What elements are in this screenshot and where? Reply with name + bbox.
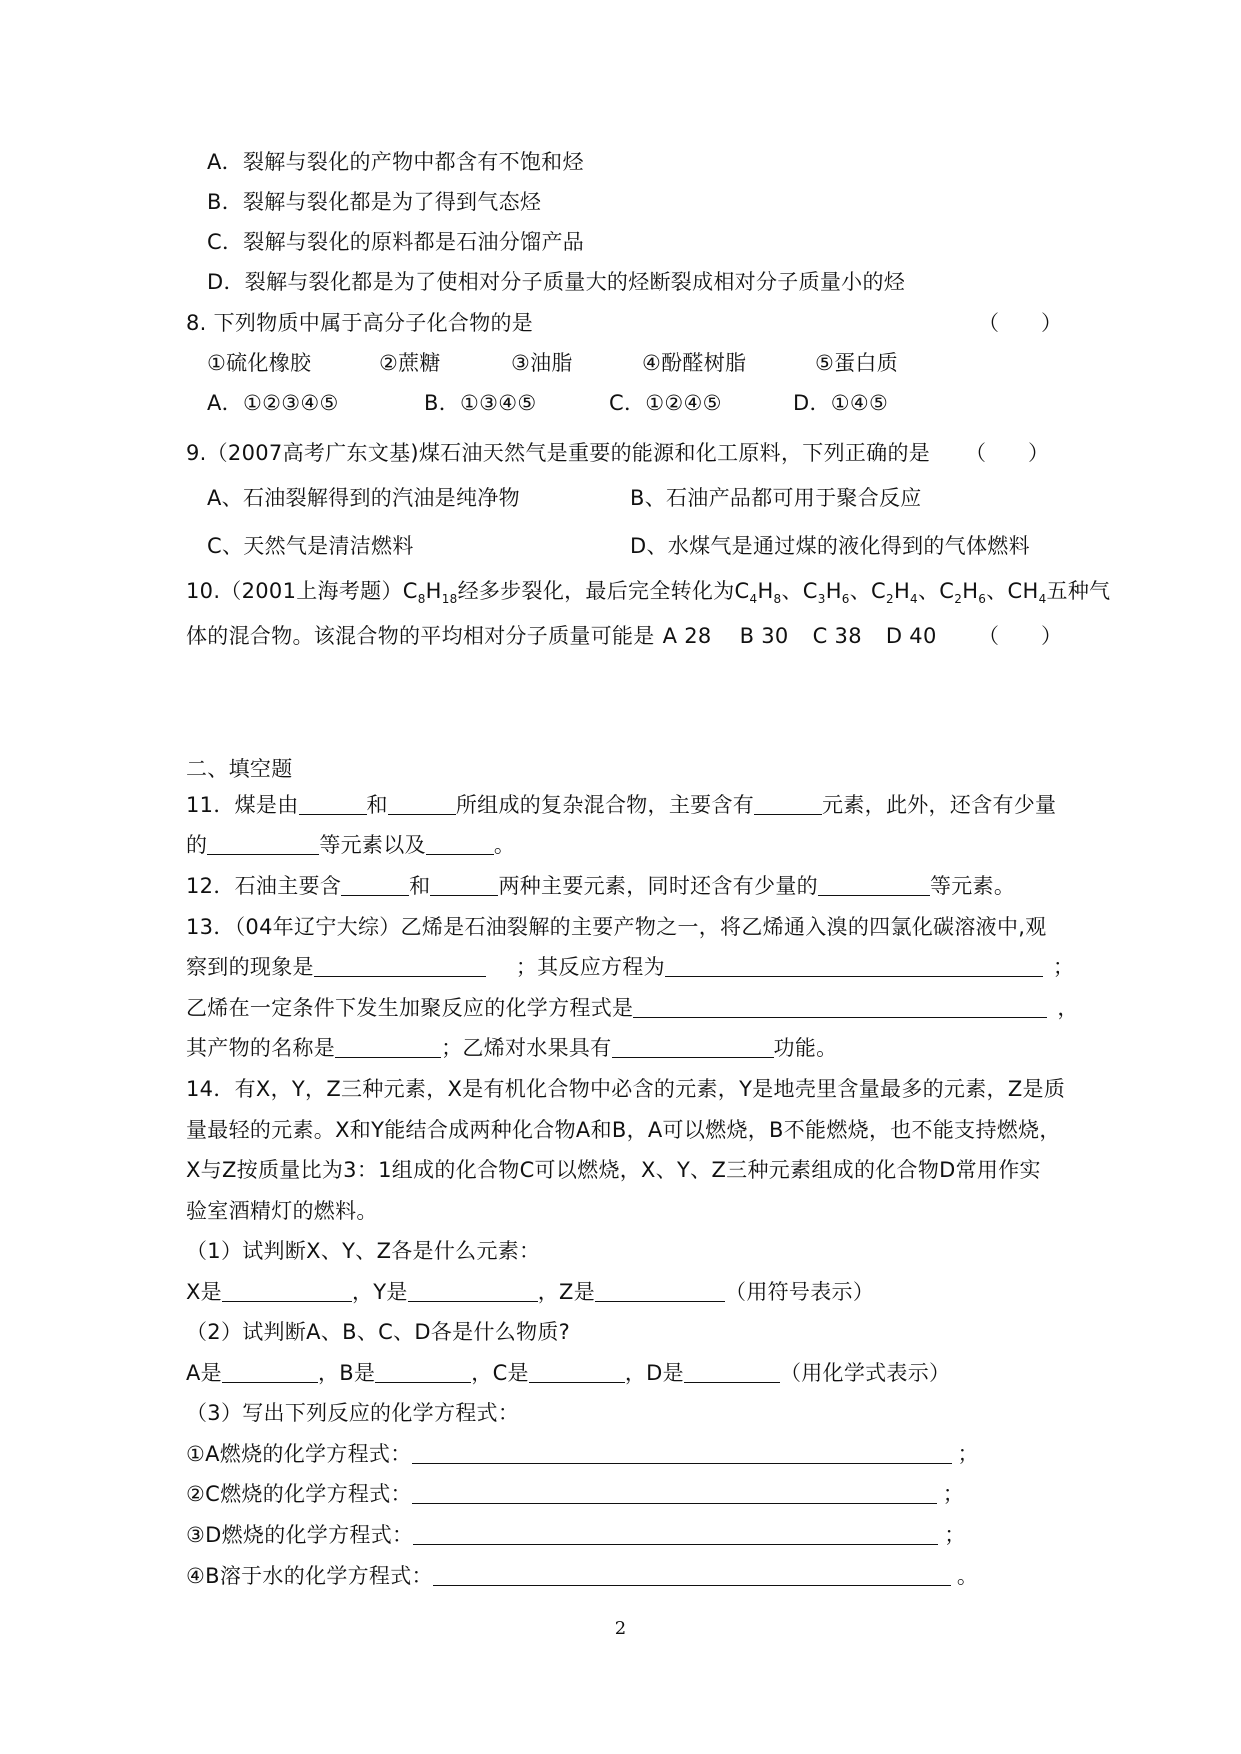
q13-blank-function[interactable] xyxy=(612,1037,774,1058)
q10-product-formula: $C_2H_4$ xyxy=(871,579,918,607)
q8-item-3: ③油脂 xyxy=(511,351,573,375)
q7-option-b: B．裂解与裂化都是为了得到气态烃 xyxy=(207,190,542,214)
q14-sub-2: （2）试判断A、B、C、D各是什么物质? xyxy=(186,1320,571,1344)
q8-answer-paren: （ ） xyxy=(978,311,1062,335)
q12-blank-2[interactable] xyxy=(430,875,498,896)
q10-product-formula: $C_3H_6$ xyxy=(802,579,850,607)
q7-option-a: A．裂解与裂化的产物中都含有不饱和烃 xyxy=(207,150,584,174)
q10-line-2-text: 体的混合物。该混合物的平均相对分子质量可能是 xyxy=(186,624,655,648)
q9-option-d: D、水煤气是通过煤的液化得到的气体燃料 xyxy=(630,534,1030,558)
q8-item-1: ①硫化橡胶 xyxy=(207,351,312,375)
q9-option-c: C、天然气是清洁燃料 xyxy=(207,534,414,558)
q11-line-2: 的 等元素以及 。 xyxy=(186,833,516,857)
q7-option-c: C．裂解与裂化的原料都是石油分馏产品 xyxy=(207,230,585,254)
q8-option-b: B．①③④⑤ xyxy=(424,391,537,415)
q9-option-a: A、石油裂解得到的汽油是纯净物 xyxy=(207,486,520,510)
q9-answer-paren: （ ） xyxy=(965,441,1049,465)
q12-line: 12．石油主要含 和 两种主要元素，同时还含有少量的 等元素。 xyxy=(186,874,1016,898)
q10-line-2 xyxy=(186,622,937,650)
q8-item-2: ②蔗糖 xyxy=(379,351,441,375)
q10-product-formula: $C_2H_6$ xyxy=(939,579,987,607)
q10-option-a: A 28 xyxy=(662,624,712,648)
q14-line-1: 14．有X，Y，Z三种元素，X是有机化合物中必含的元素，Y是地壳里含量最多的元素，Z是质 xyxy=(186,1077,1066,1101)
q13-blank-polymerization[interactable] xyxy=(633,997,1047,1018)
q12-blank-3[interactable] xyxy=(818,875,930,896)
q13-blank-product[interactable] xyxy=(335,1037,441,1058)
q14-blank-y[interactable] xyxy=(408,1281,538,1302)
q14-blank-x[interactable] xyxy=(222,1281,352,1302)
q11-blank-3[interactable] xyxy=(754,794,822,815)
page-number: 2 xyxy=(614,1618,627,1639)
q14-blank-c[interactable] xyxy=(529,1362,625,1383)
q14-blank-b[interactable] xyxy=(375,1362,471,1383)
q10-prefix: 10.（2001上海考题） xyxy=(186,579,403,603)
q11-blank-2[interactable] xyxy=(388,794,456,815)
q10-text-2: 五种气 xyxy=(1046,579,1111,603)
q8-option-d: D．①④⑤ xyxy=(793,391,889,415)
q14-blank-a[interactable] xyxy=(222,1362,318,1383)
q14-equation-d: ③D燃烧的化学方程式： ； xyxy=(186,1523,966,1547)
q8-option-a: A．①②③④⑤ xyxy=(207,391,339,415)
q13-line-4: 其产物的名称是 ；乙烯对水果具有 功能。 xyxy=(186,1036,838,1060)
q10-option-d: D 40 xyxy=(885,624,937,648)
q14-equation-b: ④B溶于水的化学方程式： 。 xyxy=(186,1564,979,1588)
q10-text-1: 经多步裂化，最后完全转化为 xyxy=(457,579,735,603)
q12-blank-1[interactable] xyxy=(341,875,409,896)
q7-option-d: D．裂解与裂化都是为了使相对分子质量大的烃断裂成相对分子质量小的烃 xyxy=(207,270,906,294)
q14-blank-eq-d[interactable] xyxy=(413,1524,938,1545)
q13-line-1: 13．（04年辽宁大综）乙烯是石油裂解的主要产物之一，将乙烯通入溴的四氯化碳溶液中,观 xyxy=(186,915,1047,939)
q8-item-4: ④酚醛树脂 xyxy=(642,351,747,375)
q14-line-3: X与Z按质量比为3：1组成的化合物C可以燃烧，X、Y、Z三种元素组成的化合物D常用作实 xyxy=(186,1158,1041,1182)
q14-line-4: 验室酒精灯的燃料。 xyxy=(186,1199,378,1223)
q10-option-c: C 38 xyxy=(812,624,862,648)
q9-option-b: B、石油产品都可用于聚合反应 xyxy=(630,486,922,510)
q14-sub-2-answers: A是 ，B是 ，C是 ，D是 （用化学式表示） xyxy=(186,1361,951,1385)
q14-sub-3: （3）写出下列反应的化学方程式： xyxy=(186,1401,520,1425)
q10-option-b: B 30 xyxy=(739,624,789,648)
q14-blank-eq-b[interactable] xyxy=(433,1565,951,1586)
q14-blank-z[interactable] xyxy=(595,1281,725,1302)
q14-equation-c: ②C燃烧的化学方程式： ； xyxy=(186,1482,965,1506)
q11-blank-5[interactable] xyxy=(426,834,494,855)
q10-c8h18: $C_8H_{18}$ xyxy=(402,579,458,607)
q14-equation-a: ①A燃烧的化学方程式： ； xyxy=(186,1442,979,1466)
q14-blank-eq-c[interactable] xyxy=(412,1483,937,1504)
q13-blank-equation[interactable] xyxy=(665,956,1043,977)
q8-stem: 8. 下列物质中属于高分子化合物的是 xyxy=(186,311,534,335)
q13-line-3: 乙烯在一定条件下发生加聚反应的化学方程式是 ， xyxy=(186,996,1079,1020)
q14-sub-1: （1）试判断X、Y、Z各是什么元素： xyxy=(186,1239,541,1263)
q10-product-formula: $C_4H_8$ xyxy=(734,579,782,607)
q9-stem: 9.（2007高考广东文基)煤石油天然气是重要的能源和化工原料，下列正确的是 xyxy=(186,441,931,465)
q14-blank-d[interactable] xyxy=(684,1362,780,1383)
q14-sub-1-answers: X是 ，Y是 ，Z是 （用符号表示） xyxy=(186,1280,875,1304)
q13-line-2: 察到的现象是 ；其反应方程为 ； xyxy=(186,955,1075,979)
q14-line-2: 量最轻的元素。X和Y能结合成两种化合物A和B，A可以燃烧，B不能燃烧，也不能支持燃烧， xyxy=(186,1118,1061,1142)
q13-blank-phenomenon[interactable] xyxy=(314,956,486,977)
q11-line-1: 11．煤是由 和 所组成的复杂混合物，主要含有 元素，此外，还含有少量 xyxy=(186,793,1057,817)
q8-item-5: ⑤蛋白质 xyxy=(815,351,899,375)
q11-blank-1[interactable] xyxy=(299,794,367,815)
q10-product-formula: $CH_4$ xyxy=(1007,579,1047,607)
q10-products: $C_4H_8$、$C_3H_6$、$C_2H_4$、$C_2H_6$、$CH_4$ xyxy=(734,579,1047,607)
q11-blank-4[interactable] xyxy=(207,834,319,855)
q10-answer-paren: （ ） xyxy=(978,624,1062,648)
q14-blank-eq-a[interactable] xyxy=(412,1443,952,1464)
q10-line-1 xyxy=(186,577,1110,605)
q8-option-c: C．①②④⑤ xyxy=(609,391,722,415)
section-2-title: 二、填空题 xyxy=(186,757,293,781)
